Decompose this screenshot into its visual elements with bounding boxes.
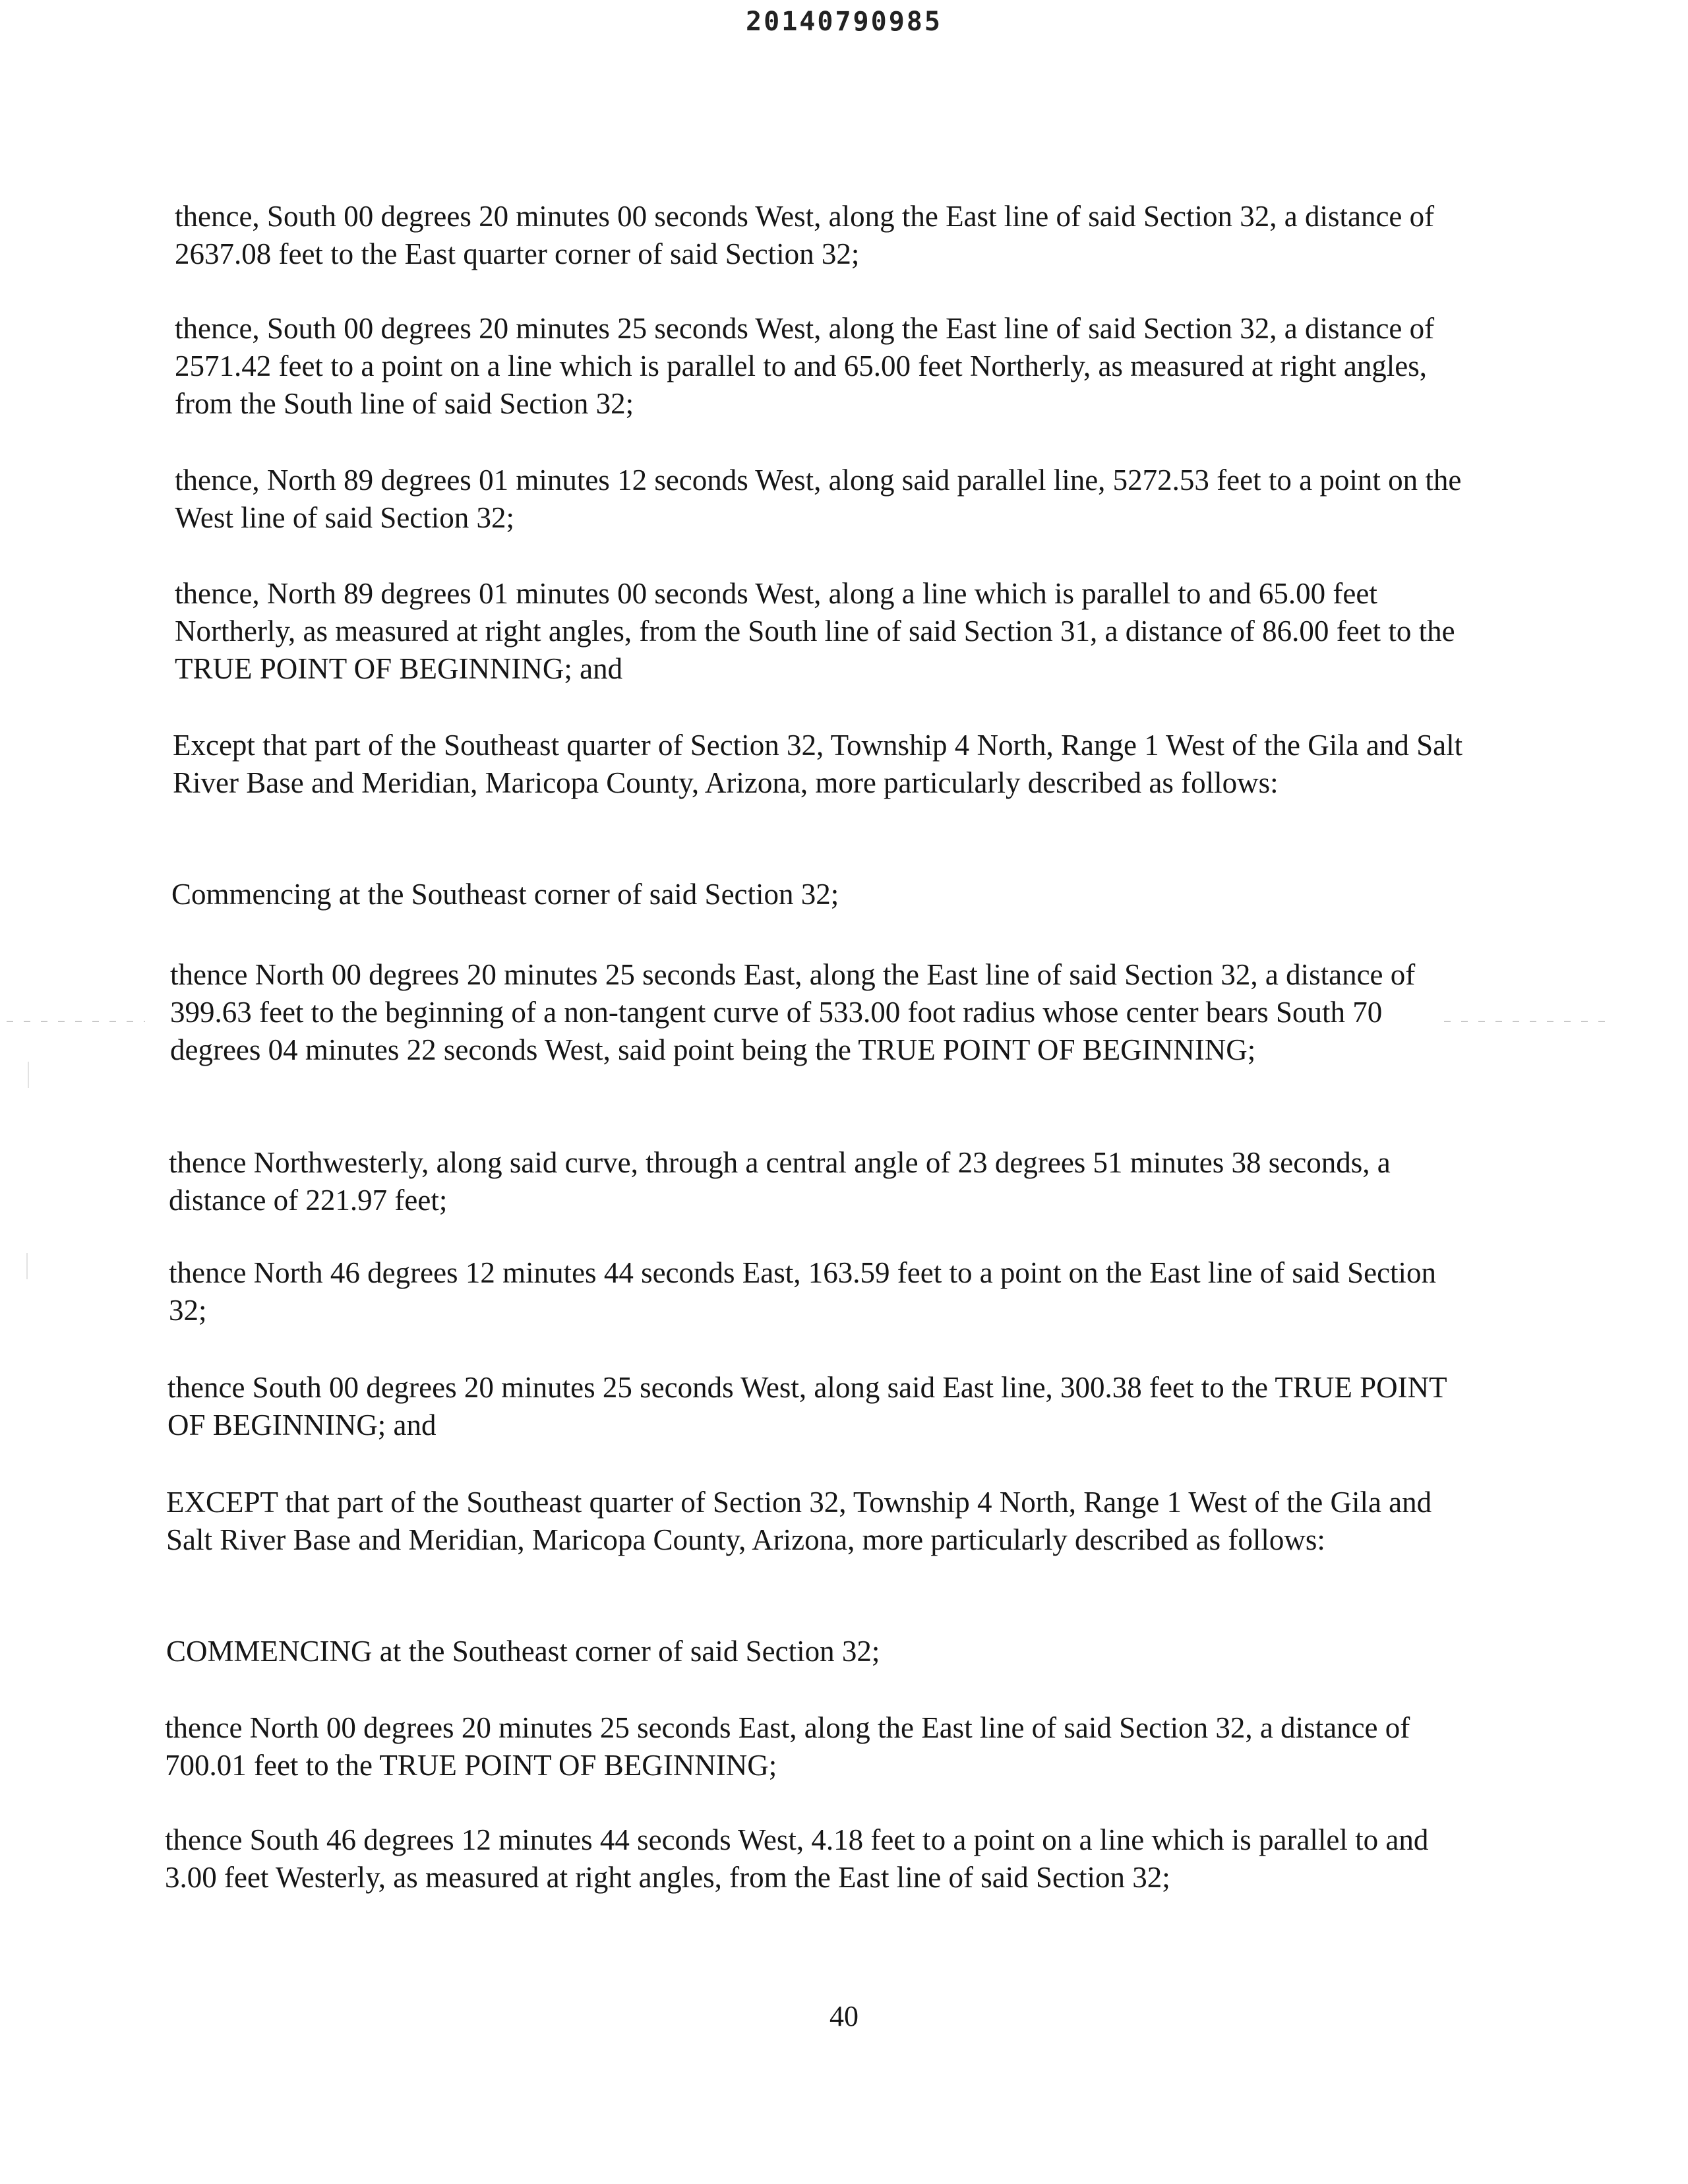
legal-description-paragraph: thence, South 00 degrees 20 minutes 25 seconds West, along the East line of said Section 32, a distance of 2571.42 feet to a point on a line which is parallel to and 65.00 feet Northerly, as measured at right angles, from the South line of said Section 32; [175,312,1435,420]
legal-description-paragraph: EXCEPT that part of the Southeast quarter of Section 32, Township 4 North, Range 1 West of the Gila and Salt River Base and Meridian, Maricopa County, Arizona, more particularly described as follows: [166,1486,1432,1556]
legal-description-paragraph: thence South 46 degrees 12 minutes 44 seconds West, 4.18 feet to a point on a line which is parallel to and 3.00 feet Westerly, as measured at right angles, from the East line of said Section 32; [165,1823,1429,1894]
legal-description-paragraph: thence North 00 degrees 20 minutes 25 seconds East, along the East line of said Section 32, a distance of 399.63 feet to the beginning of a non-tangent curve of 533.00 foot radius whose center bears South 70 degrees 04 minutes 22 seconds West, said point being the TRUE POINT OF BEGINNING; [170,958,1416,1066]
scan-artifact-left [7,1021,145,1022]
legal-description-paragraph: thence South 00 degrees 20 minutes 25 seconds West, along said East line, 300.38 feet to the TRUE POINT OF BEGINNING; and [167,1371,1447,1441]
legal-description-paragraph: COMMENCING at the Southeast corner of said Section 32; [166,1635,880,1668]
scan-artifact-tick [26,1253,28,1279]
scan-artifact-tick [28,1062,29,1088]
legal-description-paragraph: thence North 46 degrees 12 minutes 44 seconds East, 163.59 feet to a point on the East line of said Section 32; [169,1256,1437,1327]
legal-description-paragraph: Except that part of the Southeast quarter of Section 32, Township 4 North, Range 1 West of the Gila and Salt River Base and Meridian, Maricopa County, Arizona, more particularly described as follows: [173,729,1463,799]
legal-description-paragraph: thence, South 00 degrees 20 minutes 00 seconds West, along the East line of said Section 32, a distance of 2637.08 feet to the East quarter corner of said Section 32; [175,200,1435,270]
recording-number: 20140790985 [746,7,942,37]
legal-description-paragraph: thence North 00 degrees 20 minutes 25 seconds East, along the East line of said Section 32, a distance of 700.01 feet to the TRUE POINT OF BEGINNING; [165,1711,1410,1782]
legal-description-paragraph: thence Northwesterly, along said curve, through a central angle of 23 degrees 51 minutes 38 seconds, a distance of 221.97 feet; [169,1146,1391,1217]
legal-description-paragraph: Commencing at the Southeast corner of said Section 32; [171,878,839,911]
page-number: 40 [829,2000,859,2032]
scan-artifact-right [1444,1021,1615,1022]
legal-description-paragraph: thence, North 89 degrees 01 minutes 12 seconds West, along said parallel line, 5272.53 feet to a point on the West line of said Section 32; [175,464,1462,534]
legal-description-paragraph: thence, North 89 degrees 01 minutes 00 seconds West, along a line which is parallel to and 65.00 feet Northerly, as measured at right angles, from the South line of said Section 31, a distance of 86.00 feet to the TRUE POINT OF BEGINNING; and [175,577,1455,685]
